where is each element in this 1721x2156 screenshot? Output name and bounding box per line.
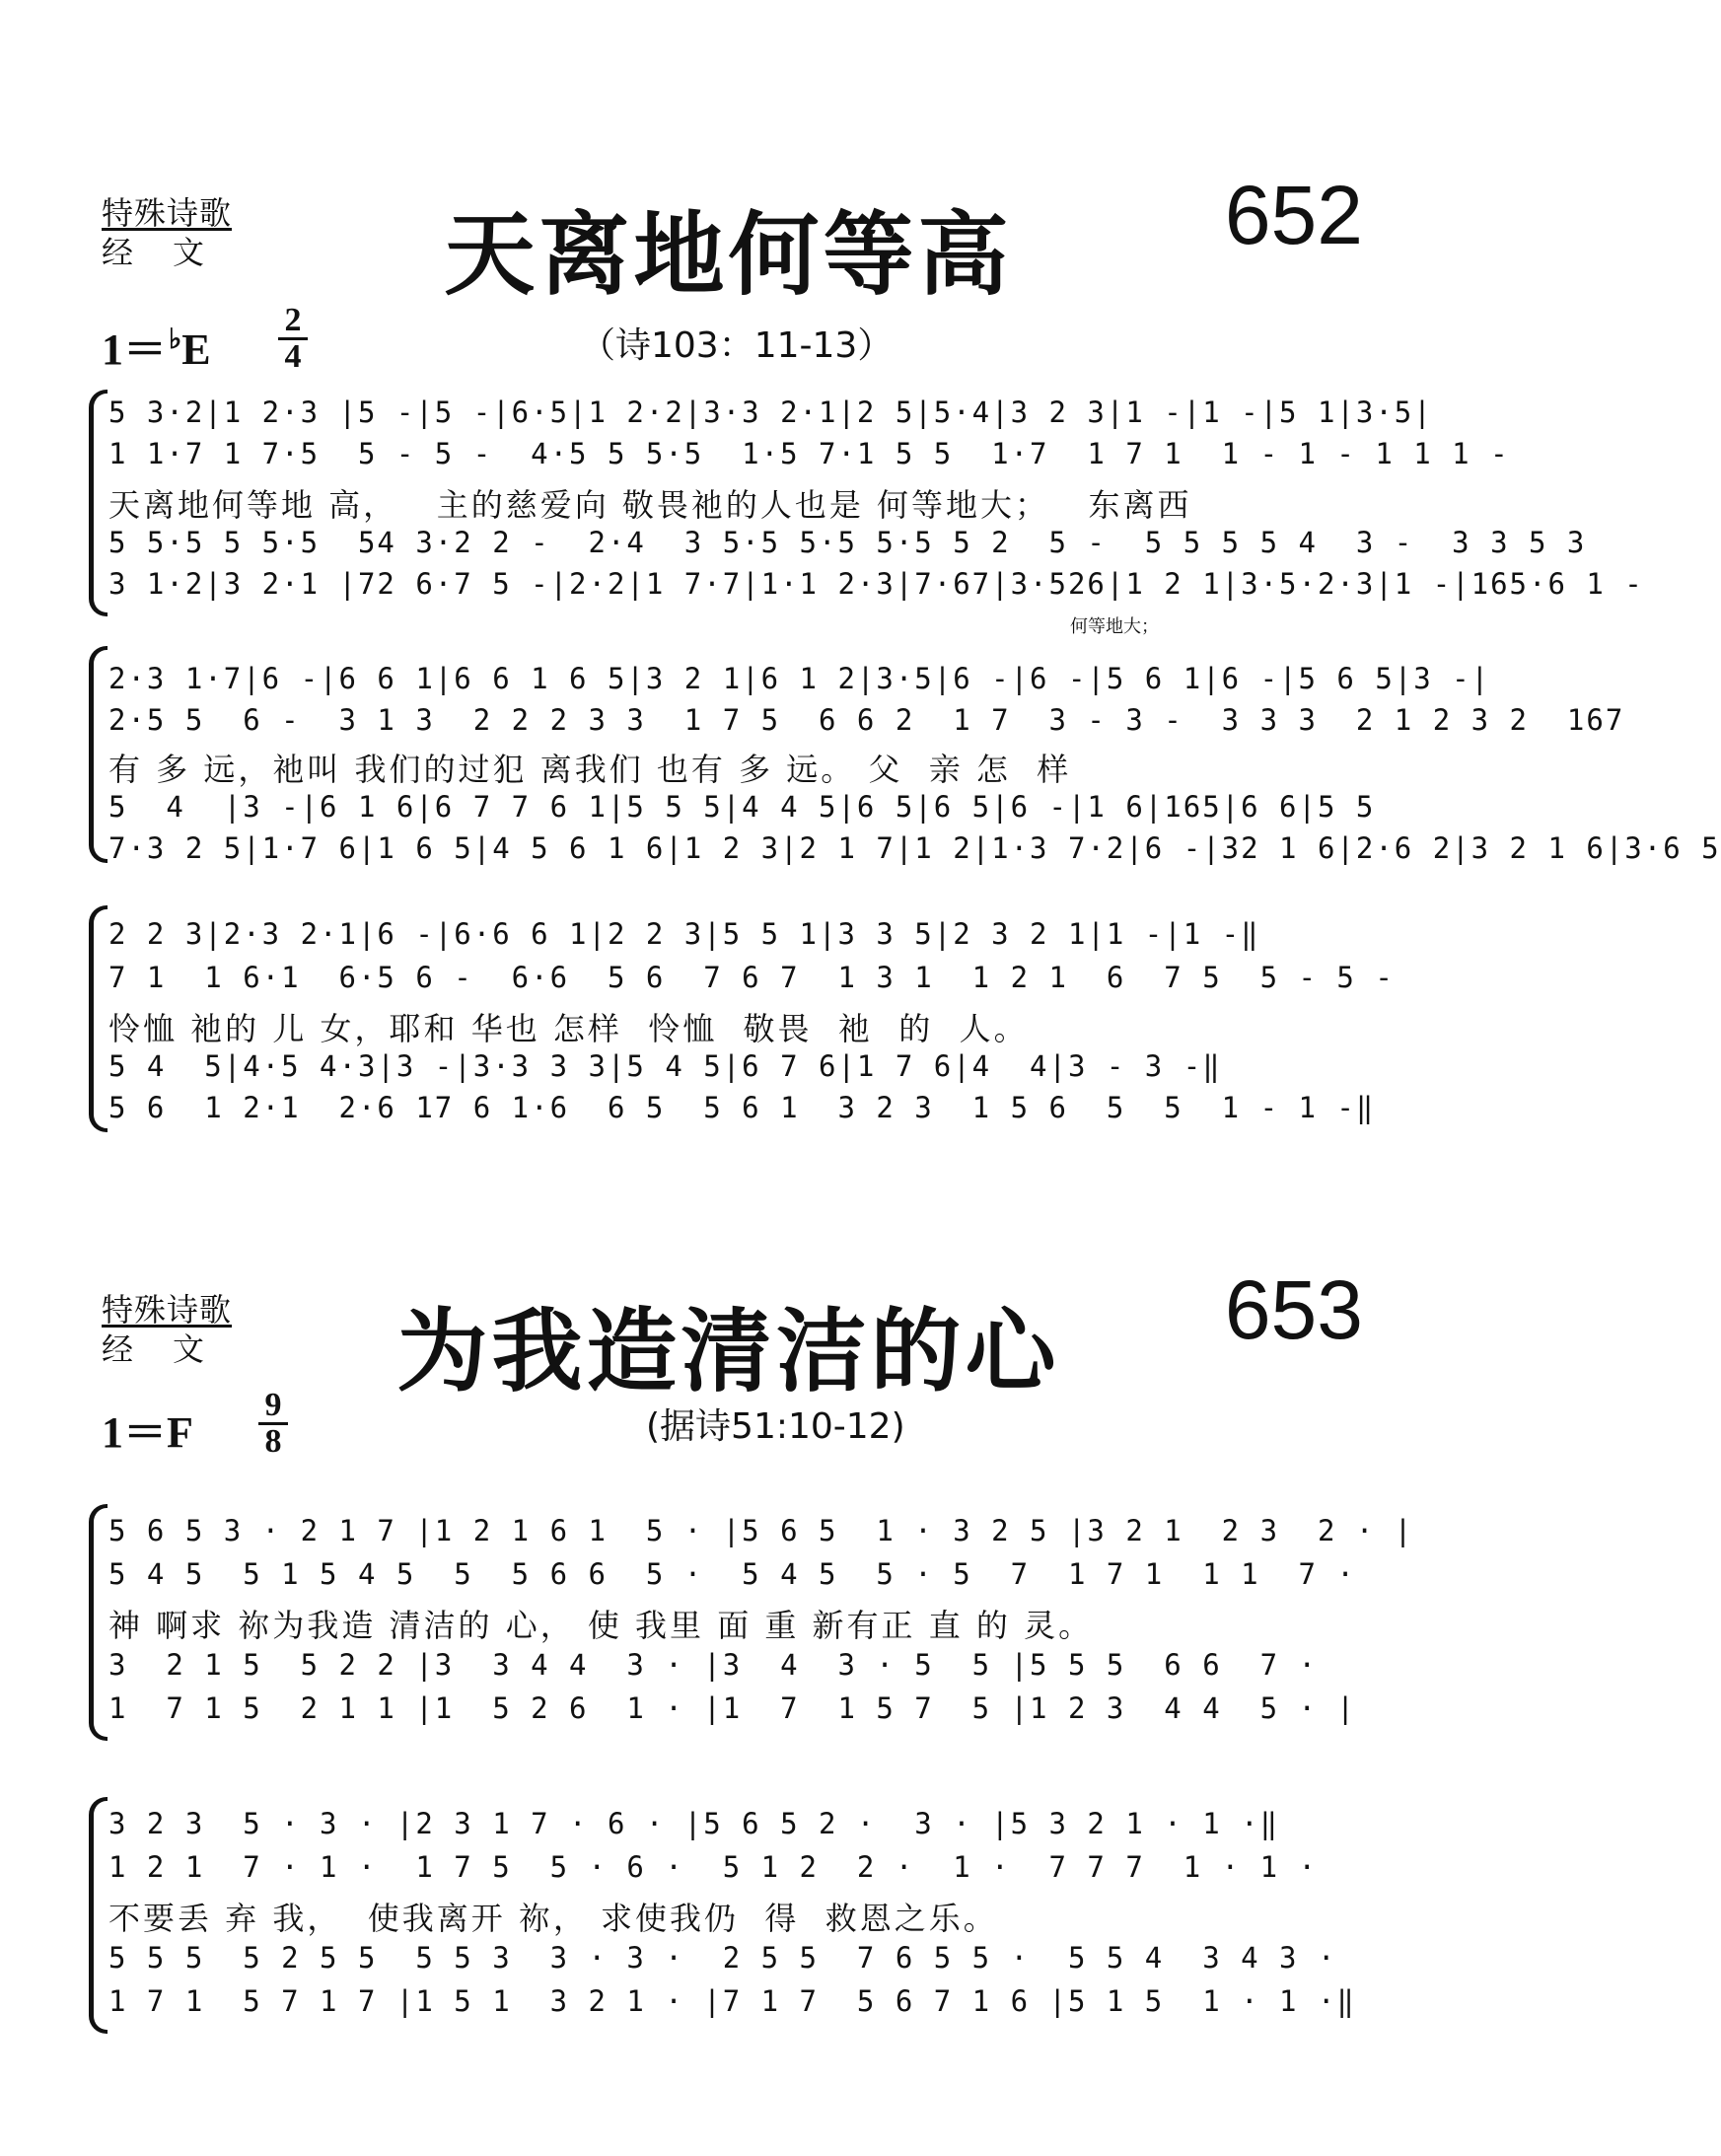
tenor-line: 3 2 1 5 5 2 2 |3 3 4 4 3 · |3 4 3 · 5 5 |5 5 5 6 6 7 · xyxy=(108,1648,1318,1682)
score-system-3 xyxy=(89,905,1395,1132)
flat-sign: ♭ xyxy=(169,324,182,356)
system-bracket xyxy=(89,646,108,863)
song-title: 天离地何等高 xyxy=(444,202,1013,308)
key-prefix: 1＝ xyxy=(102,325,167,374)
category-line2: 经文 xyxy=(102,1330,245,1368)
tenor-line: 5 5·5 5 5·5 54 3·2 2 - 2·4 3 5·5 5·5 5·5 5 2 5 - 5 5 5 5 4 3 - 3 3 5 3 xyxy=(108,526,1587,559)
soprano-line: 2 2 3|2·3 2·1|6 -|6·6 6 1|2 2 3|5 5 1|3 3 5|2 3 2 1|1 -|1 -‖ xyxy=(108,917,1260,951)
lyrics-line: 怜恤 祂的 儿 女，耶和 华也 怎样 怜恤 敬畏 祂 的 人。 xyxy=(108,1010,1029,1047)
score-system-2 xyxy=(89,646,1721,865)
meter-top: 9 xyxy=(258,1389,288,1425)
key-signature xyxy=(102,314,211,377)
score-system-1 xyxy=(89,1504,1414,1741)
bass-line: 3 1·2|3 2·1 |72 6·7 5 -|2·2|1 7·7|1·1 2·3|7·67|3·526|1 2 1|3·5·2·3|1 -|165·6 1 - xyxy=(108,567,1644,601)
system-bracket xyxy=(89,1504,108,1741)
system-bracket xyxy=(89,390,108,616)
key-letter: E xyxy=(181,325,211,374)
category-line2: 经文 xyxy=(102,234,245,271)
scripture-reference: （诗103：11-13） xyxy=(580,325,894,366)
lyrics-line: 有 多 远，祂叫 我们的过犯 离我们 也有 多 远。 父 亲 怎 样 xyxy=(108,751,1072,788)
small-annotation: 何等地大； xyxy=(1070,616,1159,637)
scripture-reference: (据诗51:10-12) xyxy=(646,1406,905,1447)
song-number: 653 xyxy=(1224,1263,1363,1356)
bass-line: 1 7 1 5 7 1 7 |1 5 1 3 2 1 · |7 1 7 5 6 7 1 6 |5 1 5 1 · 1 ·‖ xyxy=(108,1984,1356,2018)
key-letter: F xyxy=(167,1408,193,1457)
key-prefix: 1＝ xyxy=(102,1408,167,1457)
score-system-2 xyxy=(89,1797,1391,2034)
key-signature xyxy=(102,1397,193,1460)
alto-line: 1 2 1 7 · 1 · 1 7 5 5 · 6 · 5 1 2 2 · 1 · 7 7 7 1 · 1 · xyxy=(108,1850,1318,1884)
soprano-line: 5 3·2|1 2·3 |5 -|5 -|6·5|1 2·2|3·3 2·1|2 5|5·4|3 2 3|1 -|1 -|5 1|3·5| xyxy=(108,395,1433,429)
alto-line: 2·5 5 6 - 3 1 3 2 2 2 3 3 1 7 5 6 6 2 1 7 3 - 3 - 3 3 3 2 1 2 3 2 167 xyxy=(108,703,1625,737)
song-number: 652 xyxy=(1224,169,1363,261)
meter-bottom: 8 xyxy=(264,1423,282,1460)
category-line1: 特殊诗歌 xyxy=(102,194,233,232)
tenor-line: 5 4 |3 -|6 1 6|6 7 7 6 1|5 5 5|4 4 5|6 5|6 5|6 -|1 6|165|6 6|5 5 xyxy=(108,790,1376,824)
lyrics-line: 不要丢 弃 我， 使我离开 祢， 求使我仍 得 救恩之乐。 xyxy=(108,1900,998,1937)
bass-line: 1 7 1 5 2 1 1 |1 5 2 6 1 · |1 7 1 5 7 5 |1 2 3 4 4 5 · | xyxy=(108,1691,1356,1725)
time-signature xyxy=(278,304,308,374)
system-bracket xyxy=(89,1797,108,2034)
system-bracket xyxy=(89,905,108,1132)
alto-line: 1 1·7 1 7·5 5 - 5 - 4·5 5 5·5 1·5 7·1 5 5 1·7 1 7 1 1 - 1 - 1 1 1 - xyxy=(108,437,1510,470)
soprano-line: 3 2 3 5 · 3 · |2 3 1 7 · 6 · |5 6 5 2 · 3 · |5 3 2 1 · 1 ·‖ xyxy=(108,1807,1280,1840)
tenor-line: 5 4 5|4·5 4·3|3 -|3·3 3 3|5 4 5|6 7 6|1 7 6|4 4|3 - 3 -‖ xyxy=(108,1049,1222,1083)
meter-bottom: 4 xyxy=(284,338,302,375)
category-line1: 特殊诗歌 xyxy=(102,1291,233,1329)
soprano-line: 5 6 5 3 · 2 1 7 |1 2 1 6 1 5 · |5 6 5 1 · 3 2 5 |3 2 1 2 3 2 · | xyxy=(108,1514,1414,1547)
alto-line: 7 1 1 6·1 6·5 6 - 6·6 5 6 7 6 7 1 3 1 1 2 1 6 7 5 5 - 5 - xyxy=(108,961,1395,994)
time-signature xyxy=(258,1389,288,1459)
tenor-line: 5 5 5 5 2 5 5 5 5 3 3 · 3 · 2 5 5 7 6 5 5 · 5 5 4 3 4 3 · xyxy=(108,1941,1337,1975)
soprano-line: 2·3 1·7|6 -|6 6 1|6 6 1 6 5|3 2 1|6 1 2|3·5|6 -|6 -|5 6 1|6 -|5 6 5|3 -| xyxy=(108,662,1491,695)
lyrics-line: 神 啊求 祢为我造 清洁的 心， 使 我里 面 重 新有正 直 的 灵。 xyxy=(108,1607,1094,1644)
score-system-1 xyxy=(89,390,1644,637)
meter-top: 2 xyxy=(278,304,308,340)
bass-line: 5 6 1 2·1 2·6 17 6 1·6 6 5 5 6 1 3 2 3 1 5 6 5 5 1 - 1 -‖ xyxy=(108,1091,1376,1124)
lyrics-line: 天离地何等地 高， 主的慈爱向 敬畏祂的人也是 何等地大； 东离西 xyxy=(108,486,1192,524)
alto-line: 5 4 5 5 1 5 4 5 5 5 6 6 5 · 5 4 5 5 · 5 7 1 7 1 1 1 7 · xyxy=(108,1557,1356,1591)
song-title: 为我造清洁的心 xyxy=(396,1299,1060,1404)
bass-line: 7·3 2 5|1·7 6|1 6 5|4 5 6 1 6|1 2 3|2 1 7|1 2|1·3 7·2|6 -|32 1 6|2·6 2|3 2 1 6|3·6 5 xyxy=(108,831,1721,865)
